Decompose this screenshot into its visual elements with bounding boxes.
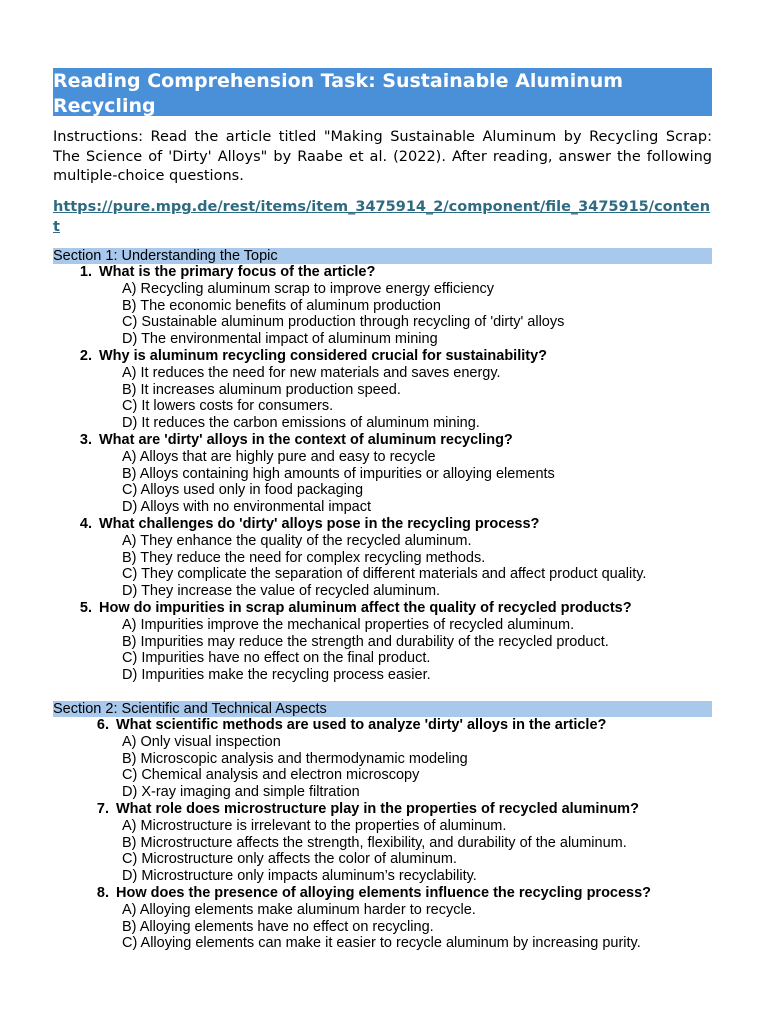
answer-option: C) Chemical analysis and electron microscopy xyxy=(122,767,420,784)
answer-option: C) They complicate the separation of different materials and affect product quality. xyxy=(122,566,647,583)
answer-option: C) Alloying elements can make it easier to recycle aluminum by increasing purity. xyxy=(122,935,641,952)
answer-option: B) Alloying elements have no effect on recycling. xyxy=(122,918,434,935)
question-line xyxy=(0,885,768,902)
page-title: Reading Comprehension Task: Sustainable Aluminum Recycling xyxy=(53,70,624,117)
answer-option: B) It increases aluminum production speed. xyxy=(122,381,401,398)
question-number: 8. xyxy=(96,885,109,901)
answer-option: C) Sustainable aluminum production through recycling of 'dirty' alloys xyxy=(122,314,565,331)
answer-option: D) The environmental impact of aluminum mining xyxy=(122,331,438,348)
answer-option: D) Impurities make the recycling process easier. xyxy=(122,667,431,684)
answer-option: A) Impurities improve the mechanical properties of recycled aluminum. xyxy=(122,616,575,633)
title-banner xyxy=(53,68,712,116)
question-text: What scientific methods are used to analyze 'dirty' alloys in the article? xyxy=(116,717,607,733)
answer-option: C) Microstructure only affects the color of aluminum. xyxy=(122,851,457,868)
question-item xyxy=(0,801,768,885)
question-number: 5. xyxy=(79,600,92,616)
question-item xyxy=(0,516,768,600)
answer-option: B) Impurities may reduce the strength and durability of the recycled product. xyxy=(122,633,609,650)
question-item xyxy=(0,264,768,348)
question-line xyxy=(0,600,768,617)
question-number: 2. xyxy=(79,348,92,364)
answer-option: A) Only visual inspection xyxy=(122,733,281,750)
question-item xyxy=(0,717,768,801)
instructions-paragraph: Instructions: Read the article titled "Making Sustainable Aluminum by Recycling Scrap: The Science of 'Dirty' Alloys" by Raabe et al. (2022). After reading, answer the following multiple-choice questions. xyxy=(53,129,712,184)
answer-option: A) Alloying elements make aluminum harder to recycle. xyxy=(122,901,476,918)
answer-option: B) Alloys containing high amounts of impurities or alloying elements xyxy=(122,465,555,482)
question-number: 4. xyxy=(79,516,92,532)
answer-option: B) Microstructure affects the strength, flexibility, and durability of the aluminum. xyxy=(122,834,627,851)
question-text: How does the presence of alloying elements influence the recycling process? xyxy=(116,885,652,901)
answer-option: A) Recycling aluminum scrap to improve energy efficiency xyxy=(122,280,495,297)
question-line xyxy=(0,264,768,281)
answer-option: C) Impurities have no effect on the final product. xyxy=(122,650,431,667)
question-line xyxy=(0,348,768,365)
answer-option: D) It reduces the carbon emissions of aluminum mining. xyxy=(122,415,480,432)
answer-option: C) Alloys used only in food packaging xyxy=(122,482,364,499)
question-line xyxy=(0,432,768,449)
answer-option: B) The economic benefits of aluminum production xyxy=(122,297,441,314)
question-item xyxy=(0,348,768,432)
question-item xyxy=(0,432,768,516)
question-item xyxy=(0,885,768,952)
question-number: 3. xyxy=(79,432,92,448)
question-text: What is the primary focus of the article? xyxy=(99,264,376,280)
answer-option: D) X-ray imaging and simple filtration xyxy=(122,784,360,801)
question-item xyxy=(0,600,768,684)
section-1-heading: Section 1: Understanding the Topic xyxy=(53,248,712,264)
answer-option: A) It reduces the need for new materials and saves energy. xyxy=(122,364,501,381)
section-2-heading: Section 2: Scientific and Technical Aspects xyxy=(53,701,712,717)
question-line xyxy=(0,801,768,818)
question-text: What are 'dirty' alloys in the context of aluminum recycling? xyxy=(99,432,513,448)
article-link[interactable]: https://pure.mpg.de/rest/items/item_3475914_2/component/file_3475915/content xyxy=(53,199,711,235)
question-text: Why is aluminum recycling considered crucial for sustainability? xyxy=(99,348,548,364)
question-number: 1. xyxy=(79,264,92,280)
answer-option: A) Microstructure is irrelevant to the properties of aluminum. xyxy=(122,817,507,834)
question-text: What role does microstructure play in the properties of recycled aluminum? xyxy=(116,801,639,817)
answer-option: A) They enhance the quality of the recycled aluminum. xyxy=(122,532,472,549)
answer-option: C) It lowers costs for consumers. xyxy=(122,398,334,415)
answer-option: D) Alloys with no environmental impact xyxy=(122,499,372,516)
answer-option: D) Microstructure only impacts aluminum’s recyclability. xyxy=(122,868,477,885)
question-number: 6. xyxy=(96,717,109,733)
answer-option: A) Alloys that are highly pure and easy to recycle xyxy=(122,448,436,465)
answer-option: B) They reduce the need for complex recycling methods. xyxy=(122,549,486,566)
answer-option: D) They increase the value of recycled aluminum. xyxy=(122,583,441,600)
question-text: How do impurities in scrap aluminum affect the quality of recycled products? xyxy=(99,600,632,616)
question-line xyxy=(0,516,768,533)
question-text: What challenges do 'dirty' alloys pose in the recycling process? xyxy=(99,516,540,532)
question-line xyxy=(0,717,768,734)
answer-option: B) Microscopic analysis and thermodynamic modeling xyxy=(122,750,468,767)
question-number: 7. xyxy=(96,801,109,817)
